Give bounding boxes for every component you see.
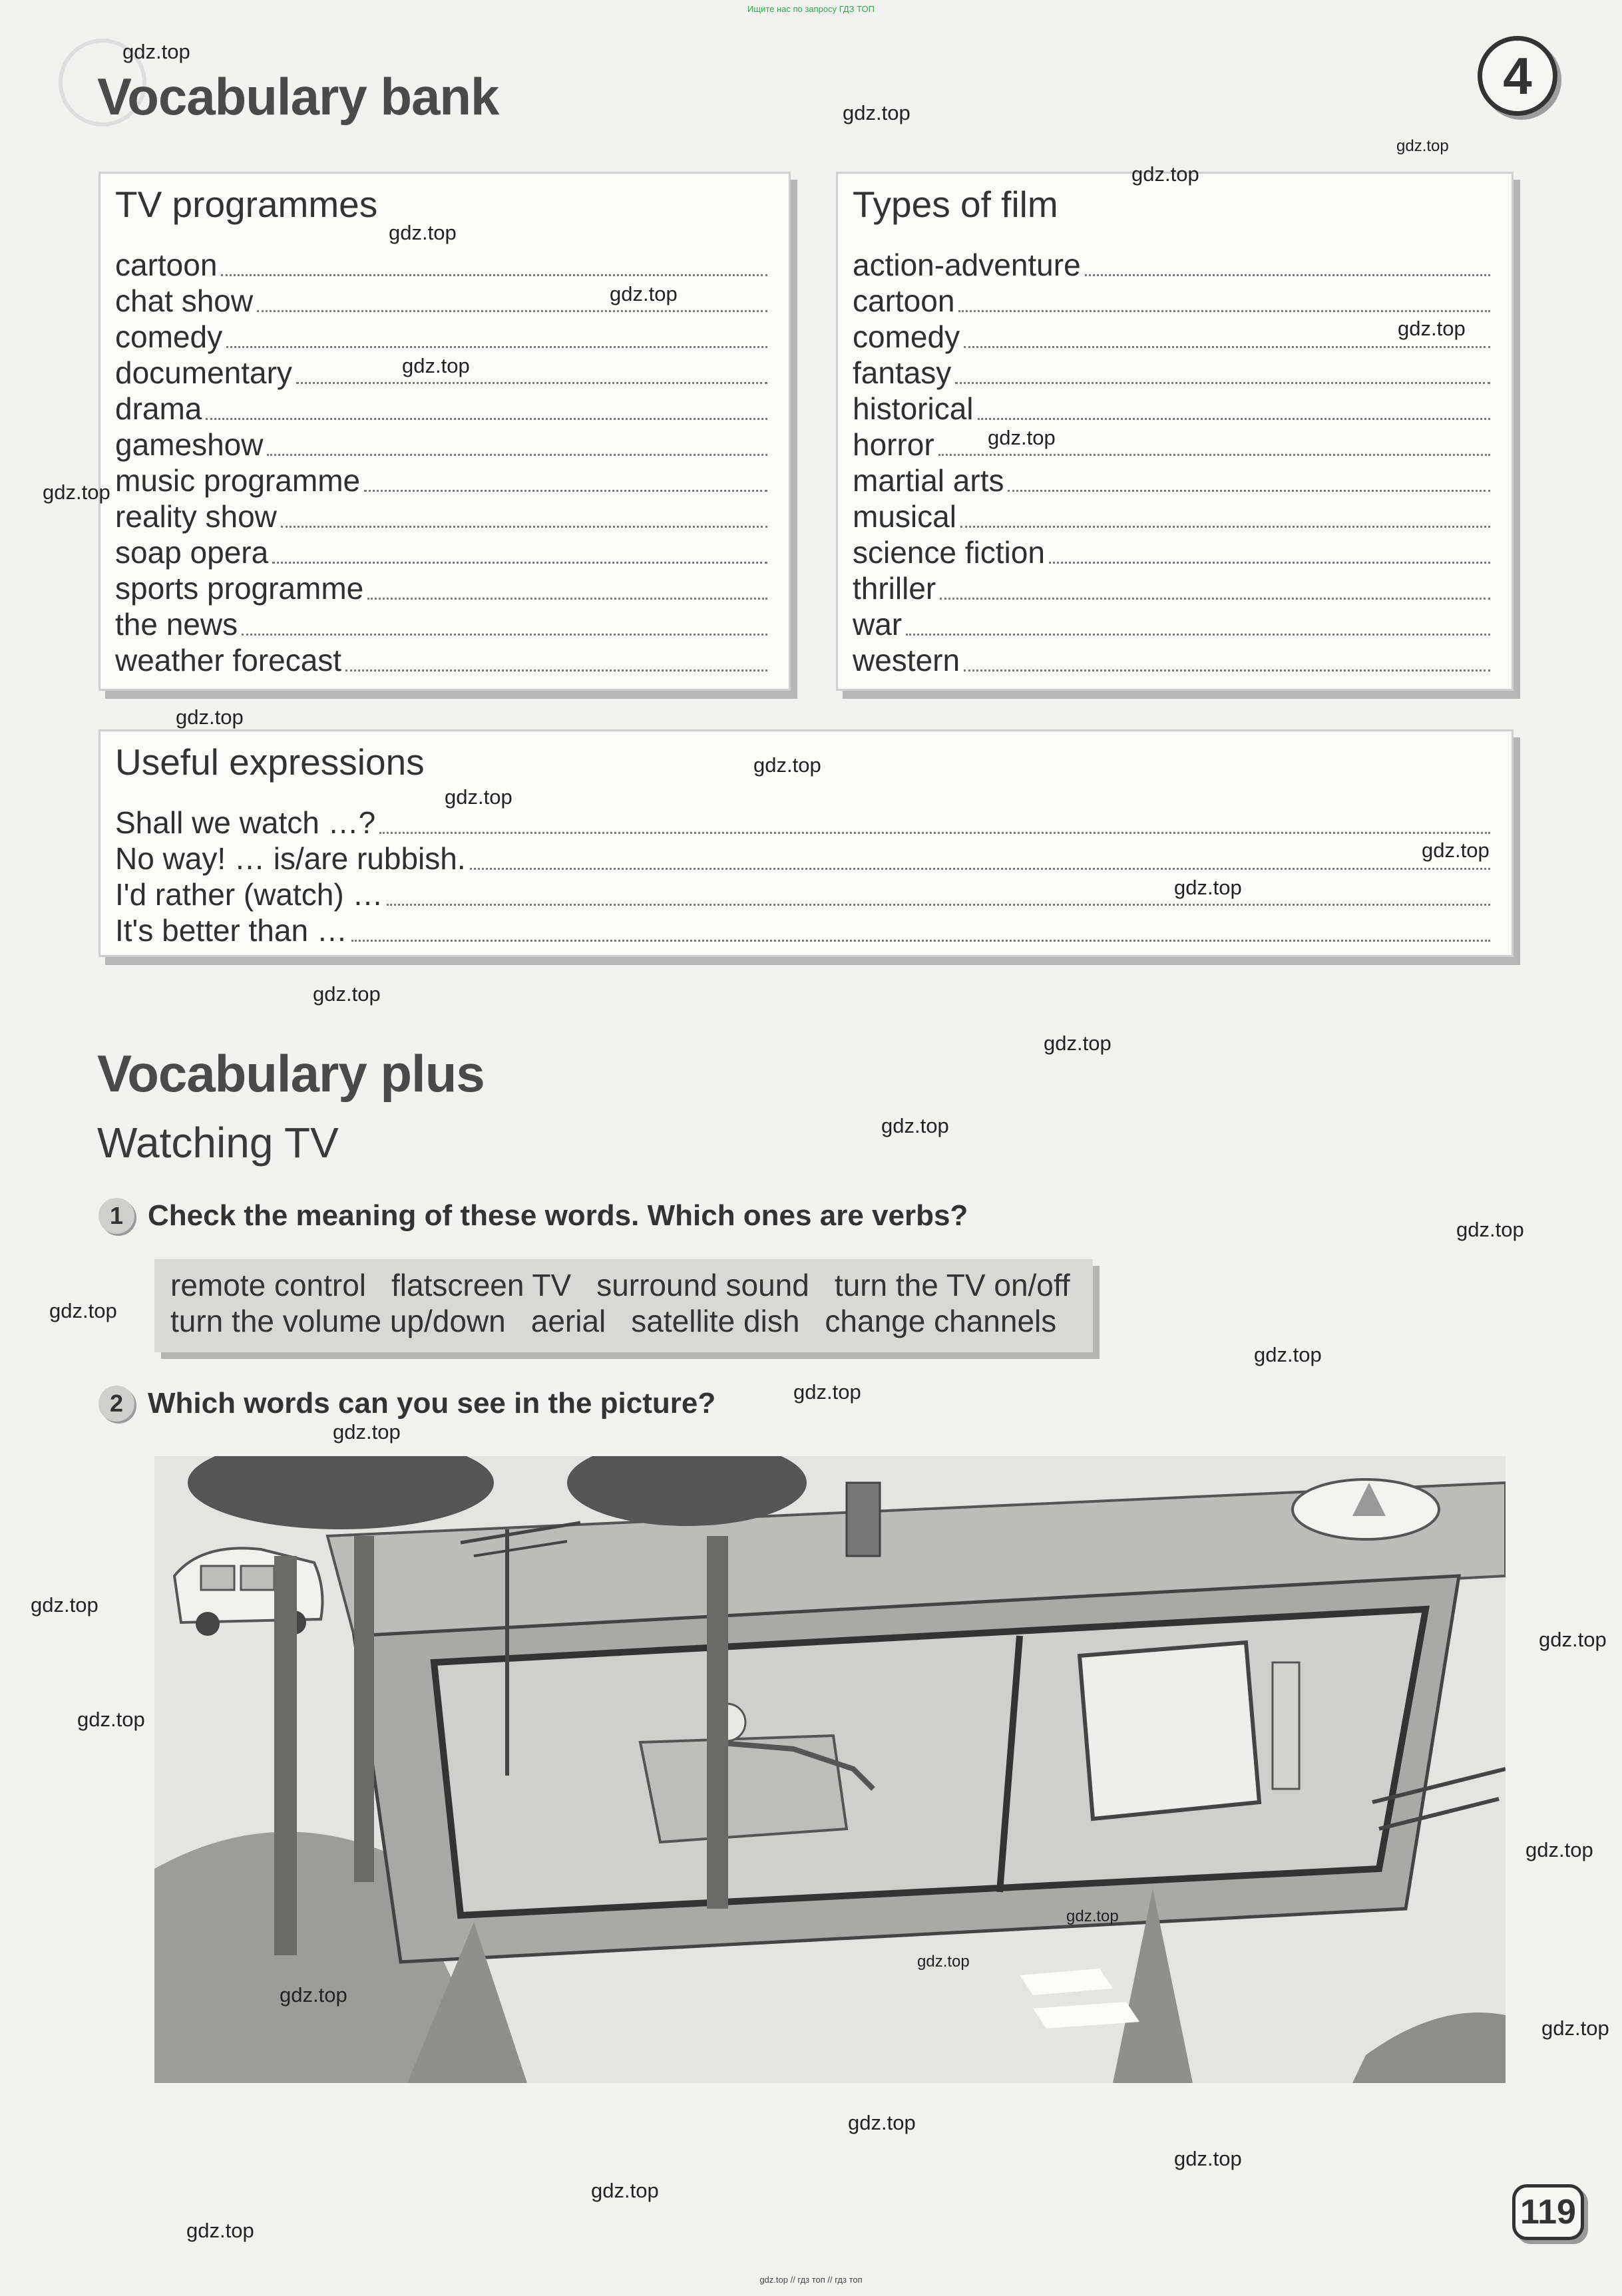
- watching-tv-subtitle: Watching TV: [97, 1119, 339, 1167]
- expression-row-label: It's better than …: [115, 913, 347, 948]
- word-box-line-1: [170, 1267, 1077, 1303]
- answer-line: [978, 418, 1490, 420]
- watermark: gdz.top: [1044, 1032, 1112, 1055]
- tv-programme-row-label: sports programme: [115, 571, 364, 606]
- watermark: gdz.top: [793, 1380, 861, 1404]
- answer-line: [964, 670, 1490, 671]
- page-number: 119: [1512, 2184, 1584, 2240]
- answer-line: [345, 670, 767, 671]
- tv-programme-row-label: soap opera: [115, 535, 269, 570]
- watermark: gdz.top: [848, 2111, 916, 2134]
- film-type-row: [853, 498, 1490, 534]
- answer-line: [221, 274, 767, 276]
- watermark: gdz.top: [77, 1708, 145, 1731]
- film-type-row-label: horror: [853, 427, 934, 462]
- answer-line: [364, 490, 767, 492]
- answer-line: [940, 598, 1490, 600]
- watermark: gdz.top: [1422, 839, 1490, 862]
- watermark: gdz.top: [988, 426, 1056, 449]
- answer-line: [1049, 562, 1490, 564]
- vocabulary-bank-title: Vocabulary bank: [97, 67, 499, 126]
- film-type-row: [853, 355, 1490, 391]
- film-type-row-label: thriller: [853, 571, 936, 606]
- film-type-row-label: martial arts: [853, 463, 1004, 498]
- tv-programme-row-label: the news: [115, 607, 238, 642]
- types-of-film-box: [836, 172, 1514, 691]
- expression-row-label: I'd rather (watch) …: [115, 877, 383, 912]
- tv-programme-row-label: reality show: [115, 499, 277, 534]
- watermark: gdz.top: [1174, 876, 1242, 899]
- vocabulary-plus-title: Vocabulary plus: [97, 1044, 485, 1103]
- watermark: gdz.top: [176, 705, 244, 729]
- expression-row: [115, 805, 1490, 841]
- answer-line: [351, 940, 1490, 942]
- answer-line: [1085, 274, 1490, 276]
- expression-row-label: No way! … is/are rubbish.: [115, 841, 466, 876]
- tv-programme-row: [115, 606, 767, 642]
- tv-programme-row-label: documentary: [115, 355, 292, 390]
- answer-line: [906, 634, 1490, 636]
- watermark: gdz.top: [1174, 2147, 1242, 2170]
- word-box-item: surround sound: [596, 1268, 809, 1302]
- film-type-row-label: science fiction: [853, 535, 1045, 570]
- film-type-row: [853, 283, 1490, 319]
- types-of-film-heading: Types of film: [853, 184, 1058, 225]
- watermark: gdz.top: [313, 982, 381, 1006]
- house-illustration: [154, 1456, 1506, 2083]
- tv-programme-row: [115, 391, 767, 427]
- film-type-row: [853, 247, 1490, 283]
- tv-programme-row: [115, 247, 767, 283]
- exercise-2: [99, 1386, 715, 1422]
- film-type-row-label: comedy: [853, 319, 960, 354]
- tv-programmes-heading: TV programmes: [115, 184, 378, 225]
- film-type-row-label: musical: [853, 499, 956, 534]
- film-type-row-label: western: [853, 643, 960, 677]
- watermark: gdz.top: [402, 354, 470, 377]
- unit-badge: 4: [1478, 36, 1557, 116]
- answer-line: [281, 526, 767, 528]
- answer-line: [206, 418, 767, 420]
- answer-line: [367, 598, 767, 600]
- expression-row: [115, 912, 1490, 948]
- word-box-item: turn the TV on/off: [834, 1268, 1070, 1302]
- answer-line: [470, 868, 1490, 870]
- exercise-1-instruction: Check the meaning of these words. Which ones are verbs?: [148, 1199, 968, 1232]
- tv-programme-row-label: gameshow: [115, 427, 264, 462]
- answer-line: [267, 454, 767, 456]
- tv-programme-row-label: drama: [115, 391, 202, 426]
- film-type-row: [853, 606, 1490, 642]
- useful-expressions-list: [115, 805, 1490, 948]
- watermark: gdz.top: [1398, 317, 1466, 340]
- tv-programme-row: [115, 570, 767, 606]
- exercise-2-instruction: Which words can you see in the picture?: [148, 1387, 716, 1420]
- expression-row: [115, 841, 1490, 876]
- watermark: gdz.top: [843, 101, 911, 124]
- answer-line: [387, 904, 1490, 906]
- film-type-row-label: historical: [853, 391, 974, 426]
- tv-programme-row: [115, 642, 767, 678]
- exercise-1-number: 1: [99, 1198, 134, 1234]
- tv-programmes-box: [99, 172, 791, 691]
- watermark: gdz.top: [280, 1983, 347, 2007]
- answer-line: [257, 310, 767, 312]
- tv-programme-row: [115, 463, 767, 498]
- film-type-row-label: fantasy: [853, 355, 952, 390]
- word-box-item: satellite dish: [631, 1304, 800, 1338]
- bottom-note: gdz.top // гдз топ // гдз топ: [759, 2275, 863, 2285]
- watermark: gdz.top: [389, 221, 457, 244]
- watermark: gdz.top: [1131, 162, 1199, 186]
- answer-line: [1008, 490, 1490, 492]
- film-type-row: [853, 463, 1490, 498]
- watermark: gdz.top: [591, 2179, 659, 2202]
- watermark: gdz.top: [31, 1593, 99, 1617]
- answer-line: [960, 526, 1490, 528]
- watermark: gdz.top: [1541, 2016, 1609, 2040]
- watermark: gdz.top: [186, 2219, 254, 2242]
- watermark: gdz.top: [610, 282, 678, 305]
- watermark: gdz.top: [1539, 1628, 1607, 1651]
- watermark: gdz.top: [1525, 1838, 1593, 1861]
- word-box-item: change channels: [825, 1304, 1057, 1338]
- word-box: [154, 1259, 1093, 1352]
- film-type-row-label: war: [853, 607, 903, 642]
- exercise-2-number: 2: [99, 1386, 134, 1422]
- answer-line: [242, 634, 767, 636]
- word-box-line-2: [170, 1303, 1077, 1339]
- tv-programme-row-label: cartoon: [115, 248, 218, 282]
- watermark: gdz.top: [881, 1114, 949, 1137]
- tv-programme-row: [115, 319, 767, 355]
- watermark: gdz.top: [445, 785, 512, 809]
- word-box-item: flatscreen TV: [391, 1268, 572, 1302]
- word-box-item: turn the volume up/down: [170, 1304, 506, 1338]
- film-type-row-label: action-adventure: [853, 248, 1081, 282]
- film-type-row: [853, 427, 1490, 463]
- answer-line: [296, 382, 767, 384]
- answer-line: [958, 310, 1490, 312]
- film-type-row: [853, 391, 1490, 427]
- answer-line: [379, 832, 1490, 834]
- watermark: gdz.top: [1254, 1343, 1322, 1366]
- answer-line: [938, 454, 1490, 456]
- useful-expressions-heading: Useful expressions: [115, 741, 425, 783]
- watermark: gdz.top: [333, 1420, 401, 1443]
- film-type-row: [853, 534, 1490, 570]
- watermark: gdz.top: [43, 480, 110, 504]
- answer-line: [226, 346, 767, 348]
- top-note: Ищите нас по запросу ГДЗ ТОП: [747, 4, 875, 14]
- watermark: gdz.top: [917, 1953, 970, 1971]
- tv-programme-row: [115, 534, 767, 570]
- answer-line: [964, 346, 1490, 348]
- film-type-row: [853, 642, 1490, 678]
- answer-line: [272, 562, 767, 564]
- watermark: gdz.top: [1456, 1218, 1524, 1241]
- satellite-dish-icon: [1293, 1479, 1439, 1539]
- expression-row: [115, 876, 1490, 912]
- tv-programme-row: [115, 498, 767, 534]
- types-of-film-list: [853, 247, 1490, 678]
- film-type-row-label: cartoon: [853, 284, 955, 318]
- watermark: gdz.top: [1066, 1907, 1119, 1925]
- watermark: gdz.top: [1396, 137, 1449, 155]
- watermark: gdz.top: [49, 1299, 117, 1322]
- tv-programme-row-label: weather forecast: [115, 643, 342, 677]
- tv-programmes-list: [115, 247, 767, 678]
- tv-programme-row-label: comedy: [115, 319, 223, 354]
- tv-programme-row-label: music programme: [115, 463, 361, 498]
- expression-row-label: Shall we watch …?: [115, 805, 376, 840]
- tv-programme-row: [115, 427, 767, 463]
- watermark: gdz.top: [122, 40, 190, 63]
- tv-programme-row-label: chat show: [115, 284, 254, 318]
- film-type-row: [853, 570, 1490, 606]
- answer-line: [955, 382, 1490, 384]
- word-box-item: aerial: [530, 1304, 606, 1338]
- film-type-row: [853, 319, 1490, 355]
- watermark: gdz.top: [753, 753, 821, 777]
- word-box-item: remote control: [170, 1268, 367, 1302]
- exercise-1: [99, 1198, 968, 1234]
